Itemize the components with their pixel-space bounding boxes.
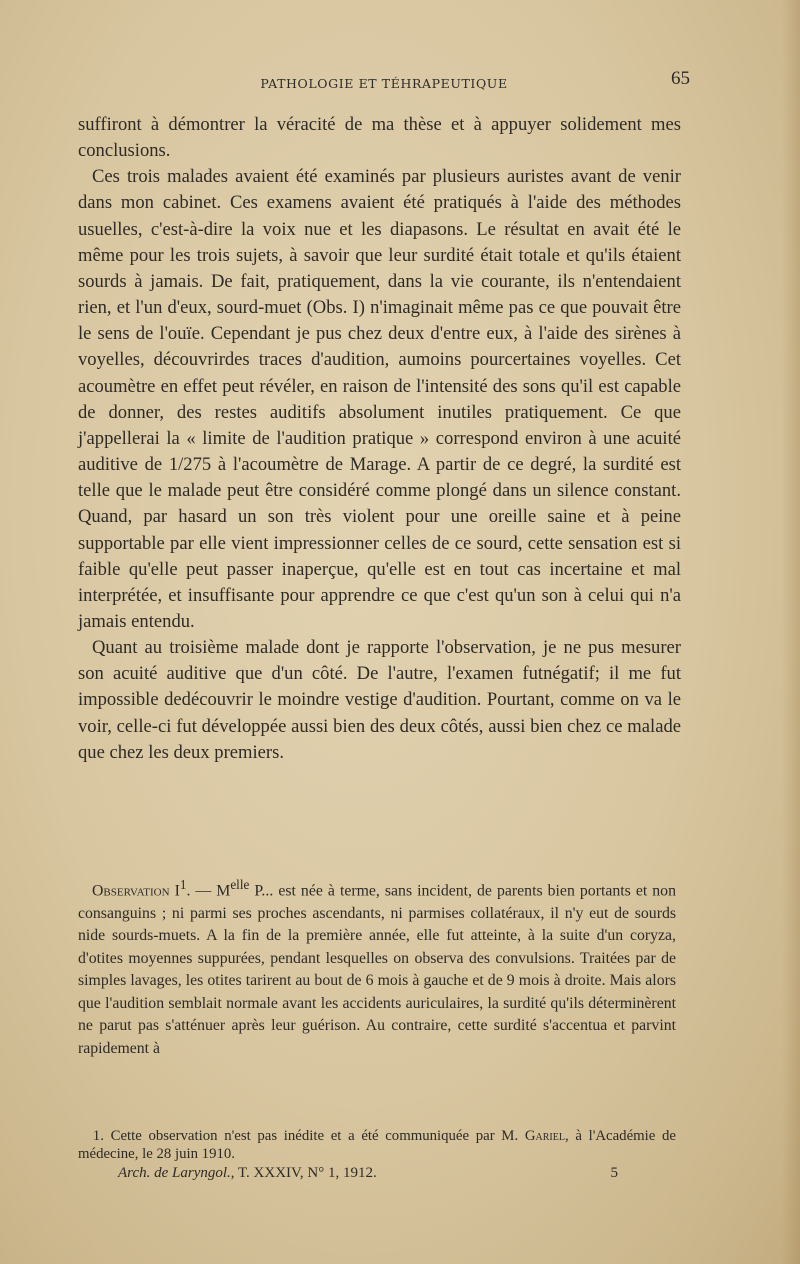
- page-edge-shadow: [782, 0, 800, 1264]
- footnote-author: Gariel: [524, 1128, 565, 1144]
- observation-lead: . — M: [186, 882, 231, 900]
- observation-label: Observation I: [92, 882, 180, 900]
- footnote-text-a: Cette observation n'est pas inédite et a été communiquée par M.: [103, 1128, 525, 1144]
- signature-journal: Arch. de Laryngol.: [118, 1165, 231, 1181]
- signature-sheet-number: 5: [610, 1165, 618, 1181]
- footnotes: [78, 1127, 676, 1163]
- footnote-text-b: , à l'Académie de médecine, le 28 juin 1910.: [78, 1128, 676, 1162]
- paragraph-2: Ces trois malades avaient été examinés par plusieurs auristes avant de venir dans mon cabinet. Ces examens avaient été pratiqués à l'aide des méthodes usuelles, c'est-à-dire la voix nue et les diapasons. Le résultat en avait été le même pour les trois sujets, à savoir que leur surdité était totale et qu'ils étaient sourds à jamais. De fait, pratiquement, dans la vie courante, ils n'entendaient rien, et l'un d'eux, sourd-muet (Obs. I) n'imaginait même pas ce que pouvait être le sens de l'ouïe. Cependant je pus chez deux d'entre eux, à l'aide des sirènes à voyelles, découvrirdes traces d'audition, aumoins pourcertaines voyelles. Cet acoumètre en effet peut révéler, en raison de l'intensité des sons qu'il est capable de donner, des restes auditifs absolument inutiles pratiquement. Ce que j'appellerai la « limite de l'audition pratique » correspond environ à une acuité auditive de 1/275 à l'acoumètre de Marage. A partir de ce degré, la surdité est telle que le malade peut être considéré comme plongé dans un silence constant. Quand, par hasard un son très violent pour une oreille saine et à peine supportable par elle vient impressionner celles de ce sourd, cette sensation est si faible qu'elle peut passer inaperçue, qu'elle est en tout cas incertaine et mal interprétée, et insuffisante pour apprendre ce que c'est qu'un son à celui qui n'a jamais entendu.: [78, 166, 681, 632]
- page-number: 65: [671, 68, 690, 89]
- running-head: [78, 64, 690, 100]
- observation-paragraph: [78, 874, 676, 1060]
- observation-text: P... est née à terme, sans incident, de parents bien portants et non consanguins ; ni parmi ses proches ascendants, ni parmises collatéraux, il n'y eut de sourds nide sourds-muets. A la fin de la première année, elle fut atteinte, à la suite d'un coryza, d'otites moyennes suppurées, pendant lesquelles on observa des convulsions. Traitées par de simples lavages, les otites tarirent au bout de 6 mois à gauche et de 9 mois à droite. Mais alors que l'audition semblait normale avant les accidents auriculaires, la surdité qu'ils déterminèrent ne parut pas s'atténuer après leur guérison. Au contraire, cette surdité s'accentua et parvint rapidement à: [78, 882, 676, 1057]
- footnote-1: [78, 1127, 676, 1163]
- footnote-ref: 1: [179, 877, 187, 892]
- body-text: [78, 112, 681, 766]
- mlle-superscript: elle: [230, 877, 250, 892]
- signature-citation: [118, 1165, 377, 1182]
- printer-signature: [78, 1165, 638, 1187]
- observation-section: [78, 874, 676, 1060]
- paragraph-3: Quant au troisième malade dont je rapporte l'observation, je ne pus mesurer son acuité auditive que d'un côté. De l'autre, l'examen futnégatif; il me fut impossible dedécouvrir le moindre vestige d'audition. Pourtant, comme on va le voir, celle-ci fut développée aussi bien des deux côtés, aussi bien chez ce malade que chez les deux premiers.: [78, 637, 681, 763]
- footnote-number: 1.: [92, 1128, 104, 1144]
- paragraph-1: suffiront à démontrer la véracité de ma thèse et à appuyer solidement mes conclusions.: [78, 114, 681, 162]
- running-head-title: PATHOLOGIE ET TÉHRAPEUTIQUE: [260, 76, 508, 91]
- signature-rest: , T. XXXIV, N° 1, 1912.: [230, 1165, 377, 1181]
